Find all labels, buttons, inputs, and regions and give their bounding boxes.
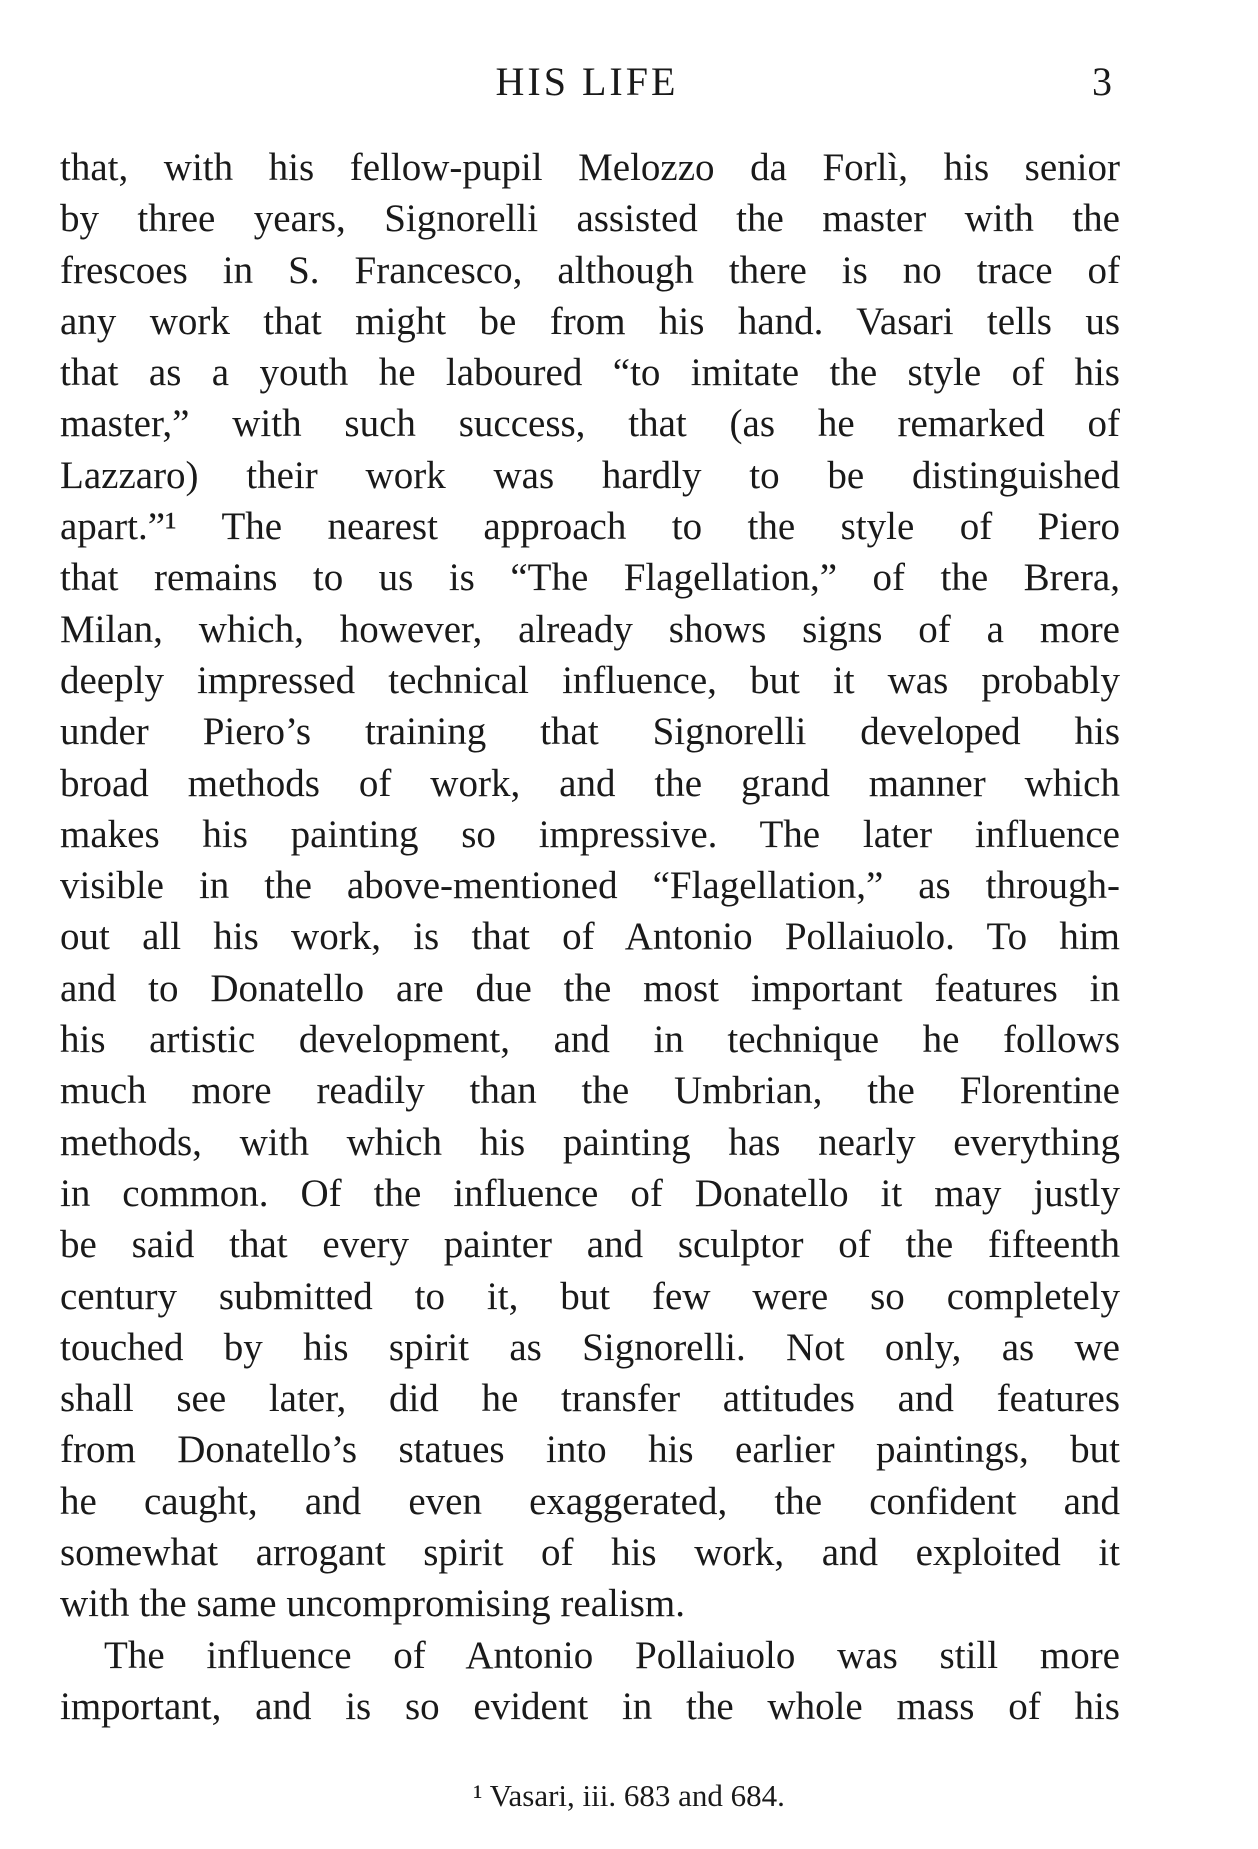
text-line: frescoes in S. Francesco, although there is no trace of [60, 248, 1120, 292]
text-line: and to Donatello are due the most important features in [60, 966, 1120, 1010]
text-line: methods, with which his painting has nearly everything [60, 1120, 1120, 1164]
text-line: Lazzaro) their work was hardly to be distinguished [60, 453, 1120, 497]
text-line: that remains to us is “The Flagellation,” of the Brera, [60, 556, 1120, 600]
text-line: shall see later, did he transfer attitudes and features [60, 1377, 1120, 1421]
text-line: that as a youth he laboured “to imitate the style of his [60, 351, 1120, 395]
text-line: any work that might be from his hand. Vasari tells us [60, 299, 1120, 343]
text-line: that, with his fellow-pupil Melozzo da Forlì, his senior [60, 146, 1120, 189]
running-head [62, 58, 1112, 118]
text-line: deeply impressed technical influence, but it was probably [60, 658, 1120, 702]
text-line: makes his painting so impressive. The later influence [60, 812, 1120, 856]
text-line: out all his work, is that of Antonio Pollaiuolo. To him [60, 915, 1120, 959]
text-line: touched by his spirit as Signorelli. Not only, as we [60, 1325, 1120, 1369]
text-line: with the same uncompromising realism. [60, 1582, 685, 1626]
text-line: in common. Of the influence of Donatello it may justly [60, 1171, 1120, 1215]
text-line: his artistic development, and in technique he follows [60, 1018, 1120, 1062]
text-line: Milan, which, however, already shows signs of a more [60, 607, 1120, 651]
text-line: under Piero’s training that Signorelli developed his [60, 710, 1120, 754]
text-line: The influence of Antonio Pollaiuolo was still more [104, 1633, 1120, 1677]
text-line: century submitted to it, but few were so completely [60, 1274, 1120, 1318]
text-line: broad methods of work, and the grand manner which [60, 761, 1120, 805]
text-line: important, and is so evident in the whole mass of his [60, 1684, 1120, 1728]
text-line: he caught, and even exaggerated, the confident and [60, 1479, 1120, 1523]
text-line: visible in the above-mentioned “Flagellation,” as through- [60, 864, 1120, 908]
page-number: 3 [1092, 59, 1112, 104]
text-line: by three years, Signorelli assisted the master with the [60, 197, 1120, 241]
text-line: apart.”¹ The nearest approach to the style of Piero [60, 505, 1120, 549]
body-text [60, 142, 1120, 1732]
text-line: from Donatello’s statues into his earlier paintings, but [60, 1428, 1120, 1472]
text-line: be said that every painter and sculptor of the fifteenth [60, 1223, 1120, 1267]
text-line: somewhat arrogant spirit of his work, and exploited it [60, 1531, 1120, 1575]
running-title: HIS LIFE [495, 59, 679, 104]
footnote: ¹ Vasari, iii. 683 and 684. [473, 1778, 785, 1813]
text-line: much more readily than the Umbrian, the Florentine [60, 1069, 1120, 1113]
text-line: master,” with such success, that (as he remarked of [60, 402, 1120, 446]
